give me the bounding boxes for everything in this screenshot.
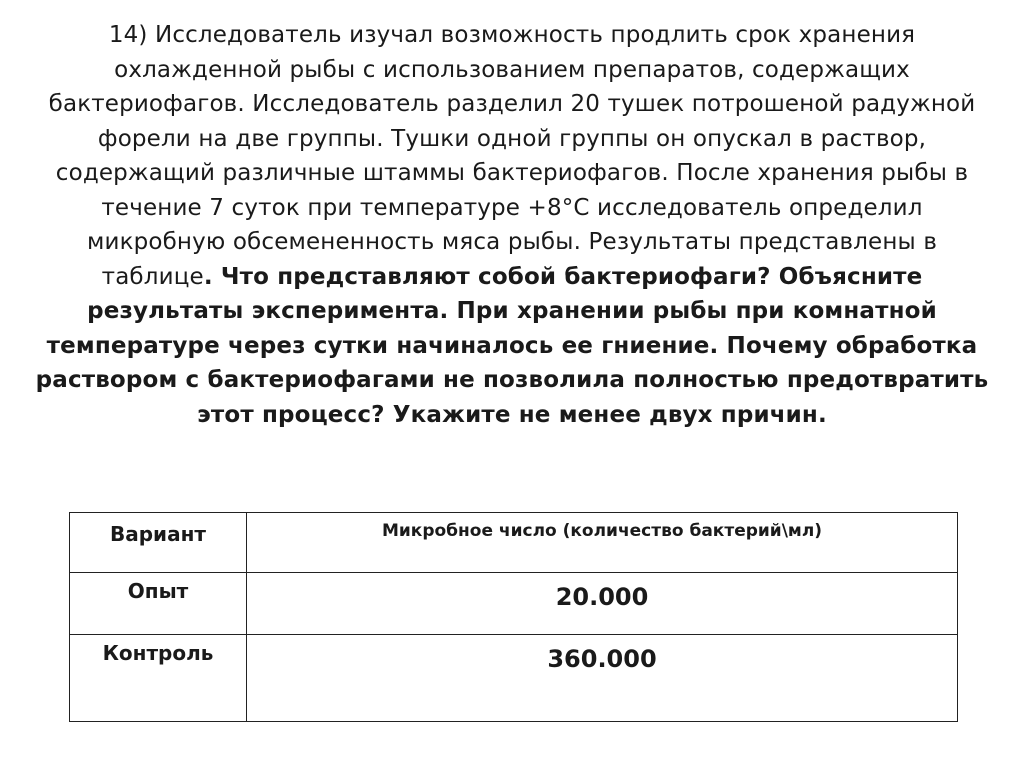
task-intro-period: . <box>203 263 213 290</box>
results-table <box>69 512 958 722</box>
table-cell-count <box>247 573 958 635</box>
header-count-label: Микробное число (количество бактерий\мл) <box>381 521 823 541</box>
task-intro: 14) Исследователь изучал возможность продлить срок хранения охлажденной рыбы с использованием препаратов, содержащих бактериофагов. Исследователь разделил 20 тушек потрошеной радужной форели на две группы. Тушки одной группы он опускал в раствор, содержащий различные штаммы бактериофагов. После хранения рыбы в течение 7 суток при температуре +8°С исследователь определил микробную обсемененность мяса рыбы. Результаты представлены в таблице <box>48 22 976 290</box>
task-text <box>30 18 994 432</box>
table-cell-count <box>247 635 958 722</box>
header-variant-label: Вариант <box>110 522 206 546</box>
table-cell-variant <box>70 635 247 722</box>
row-variant-label: Опыт <box>127 579 189 603</box>
table-cell-variant <box>70 573 247 635</box>
row-count-value: 20.000 <box>555 583 649 611</box>
row-variant-label: Контроль <box>102 641 214 665</box>
table-row <box>70 635 958 722</box>
table-row <box>70 573 958 635</box>
task-question: Что представляют собой бактериофаги? Объясните результаты эксперимента. При хранении рыбы при комнатной температуре через сутки начиналось ее гниение. Почему обработка раствором с бактериофагами не позволила полностью предотвратить этот процесс? Укажите не менее двух причин. <box>35 263 989 428</box>
header-cell-count <box>247 513 958 573</box>
row-count-value: 360.000 <box>547 645 657 673</box>
table-header-row <box>70 513 958 573</box>
header-cell-variant <box>70 513 247 573</box>
